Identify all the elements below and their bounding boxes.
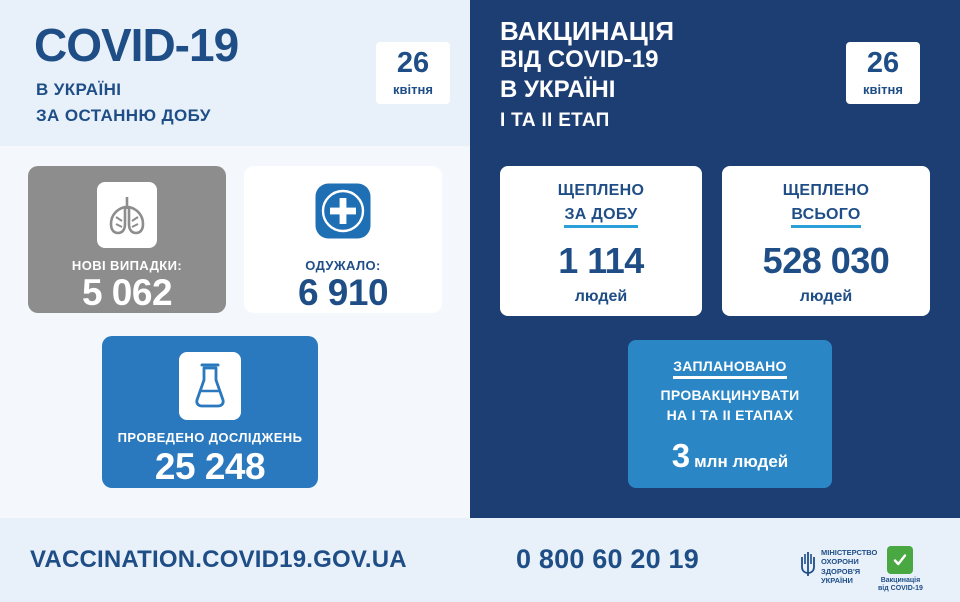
ministry-line-2: ОХОРОНИ (821, 557, 859, 567)
card-recovered-label: ОДУЖАЛО: (305, 258, 381, 273)
ministry-of-health-logo (800, 548, 877, 586)
header-left-subtitle-2: ЗА ОСТАННЮ ДОБУ (36, 106, 211, 125)
vaccination-logo-line-2: від COVID-19 (878, 585, 923, 593)
footer-website-link[interactable]: VACCINATION.COVID19.GOV.UA (30, 546, 407, 573)
ministry-name (821, 548, 877, 586)
plan-value-row (628, 437, 832, 475)
vaccination-logo (878, 546, 923, 594)
vaccination-logo-line-1: Вакцинація (880, 577, 921, 584)
card-new-cases-value: 5 062 (81, 272, 173, 313)
page-title: COVID-19 (34, 19, 239, 71)
plan-unit: млн людей (694, 452, 789, 471)
card-new-cases (28, 166, 226, 313)
card-vaccinated-day-title: ЩЕПЛЕНО (557, 182, 645, 199)
ministry-line-1: МІНІСТЕРСТВО (821, 548, 878, 557)
header-left-subtitle-1: В УКРАЇНІ (36, 80, 122, 99)
date-badge-left (376, 42, 450, 104)
ministry-line-4: УКРАЇНИ (821, 576, 853, 586)
lungs-icon (97, 182, 157, 248)
card-vaccination-plan (628, 340, 832, 488)
ministry-line-3: ЗДОРОВ'Я (821, 566, 861, 576)
card-vaccinated-total (722, 166, 930, 316)
plan-line3: НА І ТА ІІ ЕТАПАХ (666, 407, 794, 423)
date-month-right: квітня (863, 82, 903, 97)
date-badge-right (846, 42, 920, 104)
footer-bar (0, 518, 960, 602)
card-tests (102, 336, 318, 488)
trident-icon (800, 551, 816, 582)
card-vaccinated-total-value: 528 030 (762, 240, 890, 281)
medical-cross-icon (314, 182, 372, 240)
plan-value: 3 (671, 437, 690, 474)
vaccination-heading-line2: ВІД COVID-19 (500, 46, 659, 73)
card-vaccinated-day-subtitle: ЗА ДОБУ (564, 206, 637, 228)
statistics-left-panel (0, 146, 470, 518)
card-tests-label: ПРОВЕДЕНО ДОСЛІДЖЕНЬ (117, 430, 303, 445)
card-recovered-value: 6 910 (297, 272, 389, 313)
card-recovered (244, 166, 442, 313)
vaccination-right-panel (470, 146, 960, 518)
flask-icon (179, 352, 241, 420)
card-vaccinated-total-subtitle: ВСЬОГО (791, 206, 860, 228)
vaccination-heading-line4: І ТА ІІ ЕТАП (500, 110, 610, 131)
card-vaccinated-day-value: 1 114 (558, 240, 644, 281)
vaccination-heading-line1: ВАКЦИНАЦІЯ (500, 16, 675, 46)
date-day-left: 26 (396, 47, 430, 79)
vaccination-logo-text (878, 577, 923, 594)
date-month-left: квітня (393, 82, 433, 97)
card-vaccinated-total-title: ЩЕПЛЕНО (782, 182, 870, 199)
check-badge-icon (887, 546, 913, 574)
card-new-cases-label: НОВІ ВИПАДКИ: (71, 258, 183, 273)
plan-line1: ЗАПЛАНОВАНО (673, 358, 787, 379)
footer-hotline-phone[interactable]: 0 800 60 20 19 (516, 544, 699, 574)
card-vaccinated-day-unit: людей (574, 288, 628, 305)
vaccination-heading-line3: В УКРАЇНІ (500, 76, 616, 103)
card-tests-value: 25 248 (154, 446, 266, 487)
plan-line2: ПРОВАКЦИНУВАТИ (660, 387, 800, 403)
card-vaccinated-total-unit: людей (799, 288, 853, 305)
card-vaccinated-day (500, 166, 702, 316)
date-day-right: 26 (866, 47, 900, 79)
